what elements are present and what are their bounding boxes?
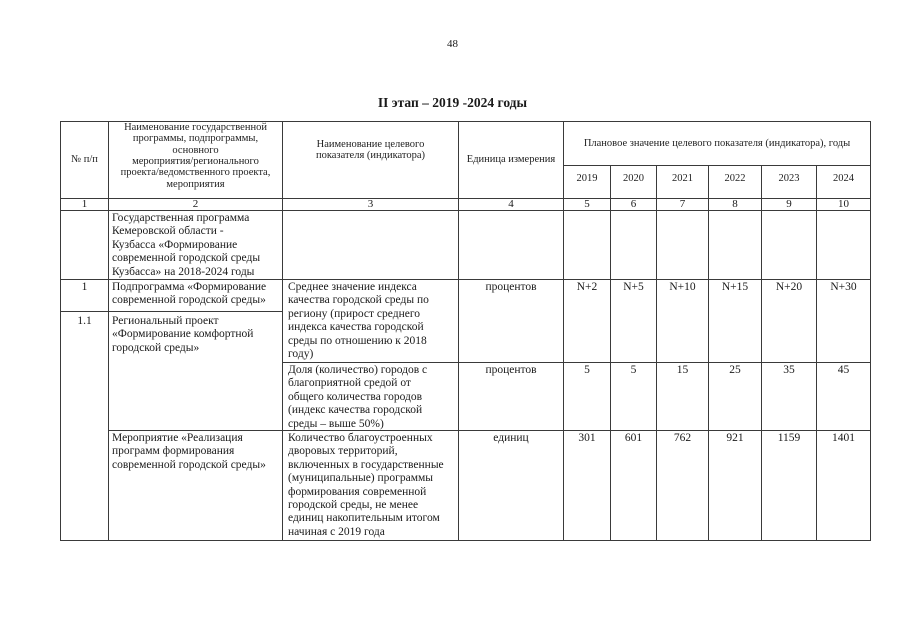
header-planned-values-cell: Плановое значение целевого показателя (индикатора), годы bbox=[563, 121, 871, 166]
indicator-value-cell: 5 bbox=[610, 362, 657, 431]
indicator-value-cell: 5 bbox=[563, 362, 611, 431]
empty-cell bbox=[60, 210, 109, 280]
column-number-cell: 2 bbox=[108, 198, 283, 211]
indicator-value-cell: 45 bbox=[816, 362, 871, 431]
empty-cell bbox=[761, 210, 817, 280]
empty-cell bbox=[610, 210, 657, 280]
header-year-cell: 2022 bbox=[708, 165, 762, 199]
column-number-cell: 6 bbox=[610, 198, 657, 211]
subprogram-num-cell: 1 bbox=[60, 279, 109, 312]
indicator-value-cell: 762 bbox=[656, 430, 709, 541]
header-year-cell: 2024 bbox=[816, 165, 871, 199]
header-num-cell: № п/п bbox=[60, 121, 109, 199]
indicator-value-cell: 1401 bbox=[816, 430, 871, 541]
header-year-cell: 2023 bbox=[761, 165, 817, 199]
indicator-unit-cell: единиц bbox=[458, 430, 564, 541]
header-year-cell: 2020 bbox=[610, 165, 657, 199]
project-name-cell: Региональный проект «Формирование комфортной городской среды» bbox=[108, 311, 283, 431]
header-year-cell: 2019 bbox=[563, 165, 611, 199]
empty-cell bbox=[563, 210, 611, 280]
column-number-cell: 4 bbox=[458, 198, 564, 211]
indicator-unit-cell: процентов bbox=[458, 362, 564, 431]
indicator-value-cell: 15 bbox=[656, 362, 709, 431]
indicator-value-cell: N+10 bbox=[656, 279, 709, 363]
column-number-cell: 5 bbox=[563, 198, 611, 211]
column-number-cell: 10 bbox=[816, 198, 871, 211]
indicator-value-cell: 601 bbox=[610, 430, 657, 541]
header-name-cell: Наименование государственной программы, подпрограммы, основного мероприятия/регионального проекта/ведомственного проекта, мероприятия bbox=[108, 121, 283, 199]
stage-title: II этап – 2019 -2024 годы bbox=[377, 95, 528, 110]
header-indicator-cell: Наименование целевого показателя (индикатора) bbox=[282, 121, 459, 199]
column-number-cell: 7 bbox=[656, 198, 709, 211]
indicator-value-cell: 25 bbox=[708, 362, 762, 431]
empty-cell bbox=[458, 210, 564, 280]
indicators-table bbox=[60, 121, 871, 541]
column-number-cell: 8 bbox=[708, 198, 762, 211]
subprogram-name-cell: Подпрограмма «Формирование современной городской среды» bbox=[108, 279, 283, 312]
indicator-value-cell: N+20 bbox=[761, 279, 817, 363]
indicator-name-cell: Доля (количество) городов с благоприятной средой от общего количества городов (индекс качества городской среды – выше 50%) bbox=[282, 362, 459, 431]
indicator-name-cell: Количество благоустроенных дворовых территорий, включенных в государственные (муниципальные) программы формирования современной городской среды, не менее единиц накопительным итогом начиная с 2019 года bbox=[282, 430, 459, 541]
indicator-value-cell: N+30 bbox=[816, 279, 871, 363]
indicator-value-cell: 35 bbox=[761, 362, 817, 431]
empty-cell bbox=[282, 210, 459, 280]
column-number-cell: 3 bbox=[282, 198, 459, 211]
program-name-cell: Государственная программа Кемеровской области - Кузбасса «Формирование современной городской среды Кузбасса» на 2018-2024 годы bbox=[108, 210, 283, 280]
indicator-value-cell: N+5 bbox=[610, 279, 657, 363]
indicator-name-cell: Среднее значение индекса качества городской среды по региону (прирост среднего индекса качества городской среды по отношению к 2018 году) bbox=[282, 279, 459, 363]
indicator-unit-cell: процентов bbox=[458, 279, 564, 363]
indicator-value-cell: N+15 bbox=[708, 279, 762, 363]
header-year-cell: 2021 bbox=[656, 165, 709, 199]
indicator-value-cell: 1159 bbox=[761, 430, 817, 541]
empty-cell bbox=[656, 210, 709, 280]
column-number-cell: 9 bbox=[761, 198, 817, 211]
activity-name-cell: Мероприятие «Реализация программ формирования современной городской среды» bbox=[108, 430, 283, 541]
empty-cell bbox=[816, 210, 871, 280]
project-num-cell: 1.1 bbox=[60, 311, 109, 541]
column-number-cell: 1 bbox=[60, 198, 109, 211]
page-number: 48 bbox=[447, 38, 458, 50]
indicator-value-cell: 301 bbox=[563, 430, 611, 541]
empty-cell bbox=[708, 210, 762, 280]
indicator-value-cell: N+2 bbox=[563, 279, 611, 363]
header-unit-cell: Единица измерения bbox=[458, 121, 564, 199]
indicator-value-cell: 921 bbox=[708, 430, 762, 541]
